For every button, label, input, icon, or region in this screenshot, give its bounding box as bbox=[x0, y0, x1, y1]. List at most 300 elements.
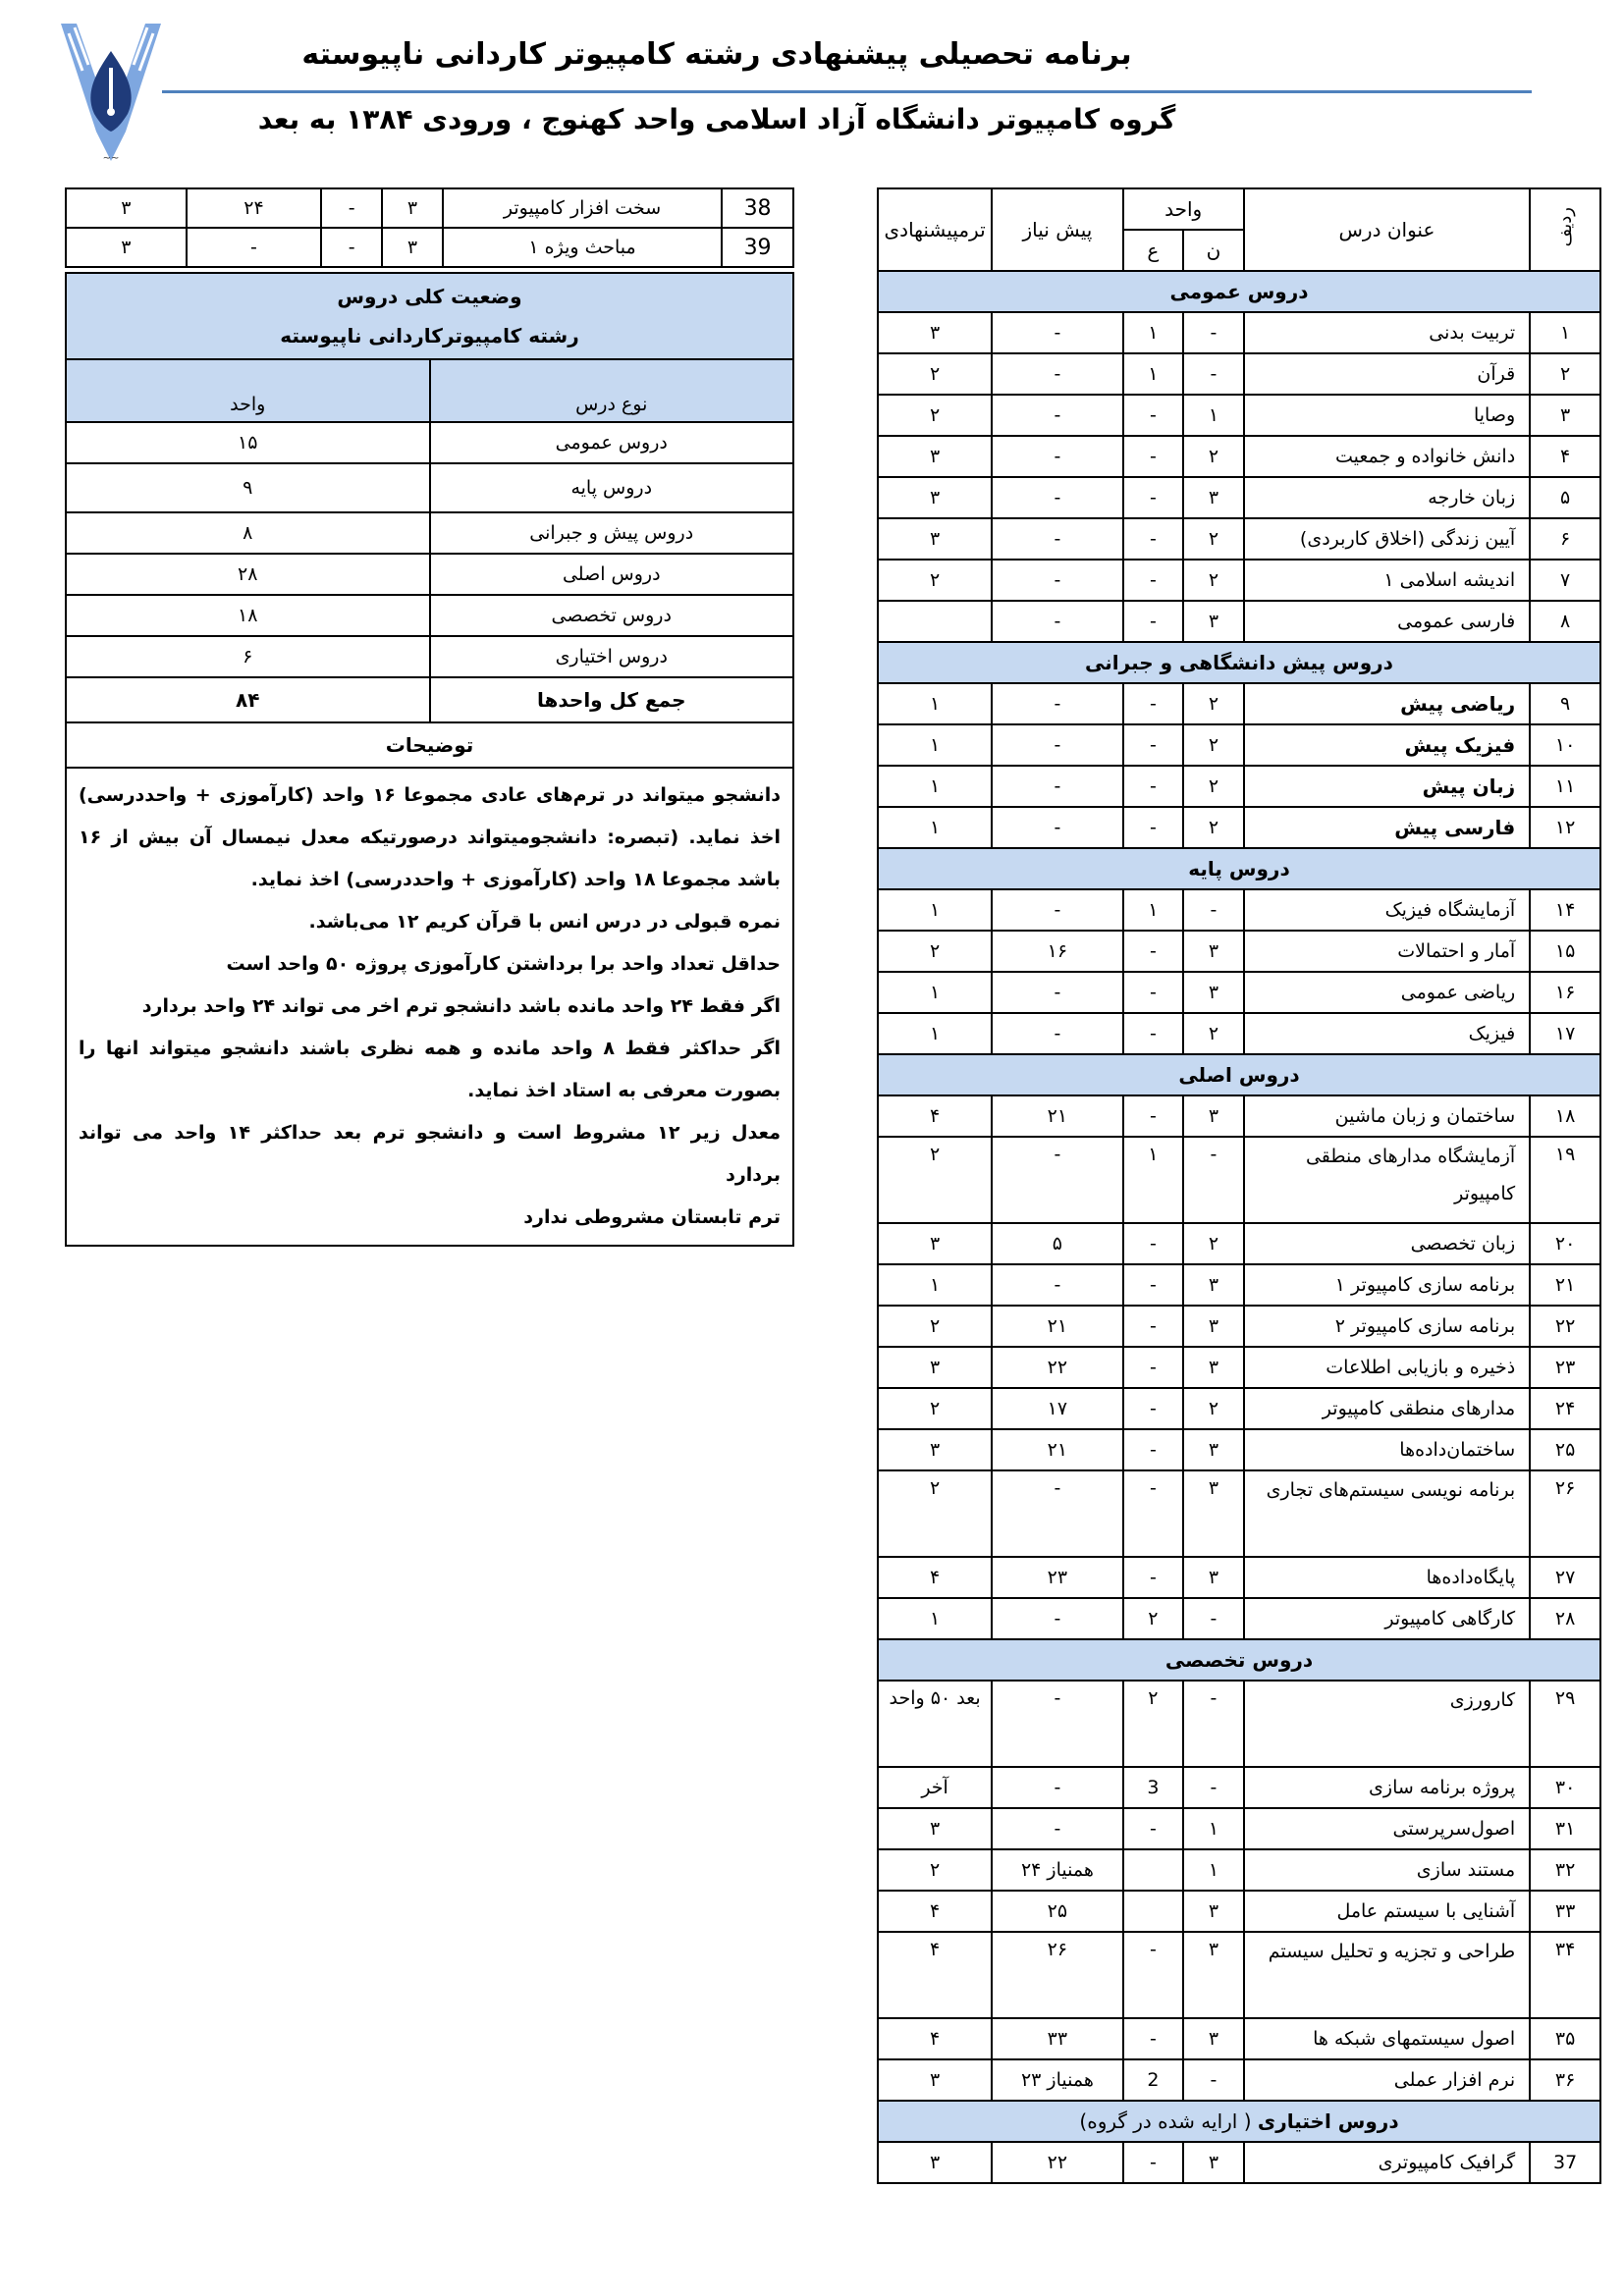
course-number: ۹ bbox=[1530, 683, 1600, 724]
course-row bbox=[878, 1891, 1600, 1932]
course-row bbox=[878, 1137, 1600, 1223]
course-practical-units: - bbox=[1123, 2018, 1184, 2059]
summary-course-type: دروس پایه bbox=[430, 463, 794, 512]
course-prerequisite: ۲۶ bbox=[992, 1932, 1122, 2018]
summary-course-type: دروس عمومی bbox=[430, 422, 794, 463]
course-row bbox=[878, 766, 1600, 807]
course-theory-units: - bbox=[1183, 353, 1244, 395]
course-theory-units: ۳ bbox=[1183, 1470, 1244, 1557]
course-practical-units: - bbox=[1123, 1932, 1184, 2018]
section-title-suffix: ( ارایه شده در گروه) bbox=[1079, 2109, 1258, 2133]
course-practical-units: - bbox=[1123, 1808, 1184, 1849]
course-practical-units: - bbox=[321, 188, 382, 228]
course-row bbox=[878, 436, 1600, 477]
header-divider bbox=[162, 90, 1532, 93]
note-item: اگر حداکثر فقط ۸ واحد مانده و همه نظری باشند دانشجو میتواند انها را بصورت معرفی به استاد اخذ نماید. bbox=[79, 1038, 781, 1101]
course-suggested-term: ۳ bbox=[878, 1429, 992, 1470]
header-suggested-term: ترمپیشنهادی bbox=[878, 188, 992, 271]
course-practical-units: - bbox=[1123, 477, 1184, 518]
course-prerequisite: - bbox=[992, 766, 1122, 807]
course-theory-units: ۲ bbox=[1183, 560, 1244, 601]
note-item: نمره قبولی در درس انس با قرآن کریم ۱۲ می‌باشد. bbox=[308, 911, 781, 933]
course-number: ۳۶ bbox=[1530, 2059, 1600, 2101]
course-practical-units bbox=[1123, 1891, 1184, 1932]
svg-text:~~: ~~ bbox=[102, 153, 120, 164]
course-prerequisite: - bbox=[992, 972, 1122, 1013]
course-theory-units: ۲ bbox=[1183, 518, 1244, 560]
course-suggested-term: ۱ bbox=[878, 683, 992, 724]
course-row bbox=[878, 1306, 1600, 1347]
course-name: زبان پیش bbox=[1244, 766, 1530, 807]
course-theory-units: ۳ bbox=[1183, 2142, 1244, 2183]
course-name: ساختمان و زبان ماشین bbox=[1244, 1095, 1530, 1137]
notes-title: توضیحات bbox=[66, 722, 793, 768]
course-table bbox=[877, 187, 1601, 2184]
course-suggested-term: ۲ bbox=[878, 1137, 992, 1223]
course-practical-units: - bbox=[1123, 1388, 1184, 1429]
course-practical-units: - bbox=[321, 228, 382, 267]
course-name: آشنایی با سیستم عامل bbox=[1244, 1891, 1530, 1932]
course-suggested-term: ۲ bbox=[878, 1388, 992, 1429]
note-item: اگر فقط ۲۴ واحد مانده باشد دانشجو ترم اخر می تواند ۲۴ واحد بردارد bbox=[141, 995, 781, 1017]
course-theory-units: - bbox=[1183, 1137, 1244, 1223]
course-row bbox=[878, 1347, 1600, 1388]
course-suggested-term: ۴ bbox=[878, 1557, 992, 1598]
section-header-row bbox=[878, 2101, 1600, 2142]
course-number: ۳۳ bbox=[1530, 1891, 1600, 1932]
course-row bbox=[878, 1598, 1600, 1639]
course-prerequisite: - bbox=[992, 683, 1122, 724]
course-row bbox=[878, 1932, 1600, 2018]
course-row bbox=[878, 312, 1600, 353]
course-suggested-term: آخر bbox=[878, 1767, 992, 1808]
section-title bbox=[878, 2101, 1600, 2142]
course-name: گرافیک کامپیوتری bbox=[1244, 2142, 1530, 2183]
course-row bbox=[878, 931, 1600, 972]
course-suggested-term: ۳ bbox=[878, 2059, 992, 2101]
course-practical-units: - bbox=[1123, 2142, 1184, 2183]
summary-table bbox=[65, 272, 794, 1247]
course-suggested-term: ۳ bbox=[878, 2142, 992, 2183]
section-title-text: دروس اختیاری bbox=[1257, 2109, 1399, 2133]
course-name: وصایا bbox=[1244, 395, 1530, 436]
course-name: برنامه سازی کامپیوتر ۱ bbox=[1244, 1264, 1530, 1306]
course-theory-units: ۱ bbox=[1183, 1808, 1244, 1849]
summary-course-type: دروس پیش و جبرانی bbox=[430, 512, 794, 554]
course-practical-units: 2 bbox=[1123, 2059, 1184, 2101]
course-row bbox=[878, 972, 1600, 1013]
course-theory-units: ۳ bbox=[1183, 1932, 1244, 2018]
summary-row bbox=[66, 422, 793, 463]
summary-units: ۸ bbox=[66, 512, 430, 554]
course-theory-units: ۲ bbox=[1183, 1013, 1244, 1054]
course-number: 38 bbox=[722, 188, 793, 228]
course-number: ۲۲ bbox=[1530, 1306, 1600, 1347]
course-name: پروژه برنامه سازی bbox=[1244, 1767, 1530, 1808]
header-course-title: عنوان درس bbox=[1244, 188, 1530, 271]
course-practical-units: - bbox=[1123, 436, 1184, 477]
course-row bbox=[878, 724, 1600, 766]
course-name: کارورزی bbox=[1244, 1681, 1530, 1767]
course-practical-units: - bbox=[1123, 724, 1184, 766]
course-row bbox=[878, 518, 1600, 560]
course-theory-units: ۲ bbox=[1183, 724, 1244, 766]
course-name: آمار و احتمالات bbox=[1244, 931, 1530, 972]
course-practical-units: - bbox=[1123, 766, 1184, 807]
note-item: حداقل تعداد واحد برا برداشتن کارآموزی پروژه ۵۰ واحد است bbox=[226, 953, 781, 975]
section-title bbox=[878, 271, 1600, 312]
summary-units: ۹ bbox=[66, 463, 430, 512]
summary-col-units: واحد bbox=[66, 359, 430, 422]
course-name: اصول سیستمهای شبکه ها bbox=[1244, 2018, 1530, 2059]
course-row bbox=[878, 477, 1600, 518]
summary-course-type: دروس اختیاری bbox=[430, 636, 794, 677]
course-suggested-term: ۳ bbox=[878, 1347, 992, 1388]
course-suggested-term: ۱ bbox=[878, 724, 992, 766]
course-practical-units: ۱ bbox=[1123, 353, 1184, 395]
course-suggested-term: ۲ bbox=[878, 931, 992, 972]
course-practical-units: - bbox=[1123, 931, 1184, 972]
section-title-text: دروس پیش دانشگاهی و جبرانی bbox=[1085, 651, 1393, 674]
course-number: ۲۶ bbox=[1530, 1470, 1600, 1557]
course-name: قرآن bbox=[1244, 353, 1530, 395]
course-prerequisite: ۵ bbox=[992, 1223, 1122, 1264]
course-prerequisite: - bbox=[992, 807, 1122, 848]
summary-row bbox=[66, 554, 793, 595]
course-number: ۳۲ bbox=[1530, 1849, 1600, 1891]
summary-title: وضعیت کلی دروس رشته کامپیوترکاردانی ناپیوسته bbox=[66, 273, 793, 359]
course-row bbox=[878, 2018, 1600, 2059]
course-row bbox=[878, 2059, 1600, 2101]
course-name: ساختمان‌داده‌ها bbox=[1244, 1429, 1530, 1470]
course-number: ۳۰ bbox=[1530, 1767, 1600, 1808]
note-item: دانشجو میتواند در ترم‌های عادی مجموعا ۱۶ واحد (کارآموزی + واحددرسی) اخذ نماید. (تبصره: دانشجومیتواند درصورتیکه معدل نیمسال آن بیش از ۱۶ باشد مجموعا ۱۸ واحد (کارآموزی + واحددرسی) اخذ نماید. bbox=[79, 784, 781, 890]
course-practical-units: - bbox=[1123, 1429, 1184, 1470]
course-suggested-term: ۴ bbox=[878, 2018, 992, 2059]
course-name: سخت افزار کامپیوتر bbox=[443, 188, 722, 228]
course-practical-units: - bbox=[1123, 518, 1184, 560]
summary-course-type: دروس اصلی bbox=[430, 554, 794, 595]
course-suggested-term: ۲ bbox=[878, 1306, 992, 1347]
course-suggested-term: ۱ bbox=[878, 766, 992, 807]
course-practical-units: - bbox=[1123, 1223, 1184, 1264]
course-prerequisite: - bbox=[992, 1598, 1122, 1639]
course-prerequisite: ۱۶ bbox=[992, 931, 1122, 972]
course-name: فارسی پیش bbox=[1244, 807, 1530, 848]
course-name: اندیشه اسلامی ۱ bbox=[1244, 560, 1530, 601]
summary-total-label: جمع کل واحدها bbox=[430, 677, 794, 722]
course-suggested-term: ۱ bbox=[878, 807, 992, 848]
course-prerequisite: - bbox=[992, 889, 1122, 931]
course-name: مدارهای منطقی کامپیوتر bbox=[1244, 1388, 1530, 1429]
course-number: ۲۷ bbox=[1530, 1557, 1600, 1598]
course-number: ۱۶ bbox=[1530, 972, 1600, 1013]
course-name: کارگاهی کامپیوتر bbox=[1244, 1598, 1530, 1639]
course-name: اصول‌سرپرستی bbox=[1244, 1808, 1530, 1849]
course-name: برنامه سازی کامپیوتر ۲ bbox=[1244, 1306, 1530, 1347]
course-theory-units: ۲ bbox=[1183, 1223, 1244, 1264]
course-prerequisite: ۲۱ bbox=[992, 1306, 1122, 1347]
course-number: ۴ bbox=[1530, 436, 1600, 477]
course-row bbox=[66, 228, 793, 267]
course-number: ۸ bbox=[1530, 601, 1600, 642]
course-prerequisite: - bbox=[992, 560, 1122, 601]
course-suggested-term: ۳ bbox=[878, 436, 992, 477]
course-theory-units: ۳ bbox=[1183, 1347, 1244, 1388]
course-practical-units: - bbox=[1123, 683, 1184, 724]
course-name: آزمایشگاه مدارهای منطقی کامپیوتر bbox=[1244, 1137, 1530, 1223]
section-title bbox=[878, 1054, 1600, 1095]
course-prerequisite: ۲۵ bbox=[992, 1891, 1122, 1932]
course-name: مستند سازی bbox=[1244, 1849, 1530, 1891]
course-row bbox=[878, 1557, 1600, 1598]
course-suggested-term bbox=[878, 601, 992, 642]
course-number: 39 bbox=[722, 228, 793, 267]
course-number: ۱۱ bbox=[1530, 766, 1600, 807]
course-row bbox=[878, 683, 1600, 724]
course-number: ۲ bbox=[1530, 353, 1600, 395]
course-theory-units: ۳ bbox=[1183, 931, 1244, 972]
course-theory-units: ۳ bbox=[1183, 2018, 1244, 2059]
course-number: ۱ bbox=[1530, 312, 1600, 353]
course-row bbox=[878, 1095, 1600, 1137]
continued-table bbox=[65, 187, 794, 268]
course-practical-units: ۱ bbox=[1123, 1137, 1184, 1223]
course-theory-units: ۱ bbox=[1183, 1849, 1244, 1891]
header-practical: ع bbox=[1123, 230, 1184, 271]
course-name: فیزیک پیش bbox=[1244, 724, 1530, 766]
course-row bbox=[878, 1767, 1600, 1808]
course-name: فیزیک bbox=[1244, 1013, 1530, 1054]
summary-row bbox=[66, 636, 793, 677]
summary-units: ۱۸ bbox=[66, 595, 430, 636]
course-suggested-term: ۱ bbox=[878, 1264, 992, 1306]
course-prerequisite: - bbox=[992, 1470, 1122, 1557]
course-row bbox=[878, 1849, 1600, 1891]
course-theory-units: ۳ bbox=[1183, 1306, 1244, 1347]
course-row bbox=[878, 1388, 1600, 1429]
university-logo-icon bbox=[57, 14, 165, 171]
course-number: ۱۵ bbox=[1530, 931, 1600, 972]
course-theory-units: ۳ bbox=[1183, 1557, 1244, 1598]
course-theory-units: ۲ bbox=[1183, 766, 1244, 807]
summary-units: ۲۸ bbox=[66, 554, 430, 595]
course-prerequisite: - bbox=[992, 395, 1122, 436]
course-prerequisite: - bbox=[992, 1264, 1122, 1306]
course-suggested-term: ۱ bbox=[878, 972, 992, 1013]
course-row bbox=[878, 1013, 1600, 1054]
course-number: ۳۴ bbox=[1530, 1932, 1600, 2018]
course-theory-units: ۲ bbox=[1183, 683, 1244, 724]
course-theory-units: ۳ bbox=[1183, 601, 1244, 642]
course-practical-units: - bbox=[1123, 1095, 1184, 1137]
summary-course-type: دروس تخصصی bbox=[430, 595, 794, 636]
course-prerequisite: ۲۲ bbox=[992, 2142, 1122, 2183]
course-name: ریاضی پیش bbox=[1244, 683, 1530, 724]
course-prerequisite: - bbox=[187, 228, 322, 267]
course-number: ۱۷ bbox=[1530, 1013, 1600, 1054]
course-suggested-term: ۲ bbox=[878, 1470, 992, 1557]
course-name: برنامه نویسی سیستم‌های تجاری bbox=[1244, 1470, 1530, 1557]
course-suggested-term: ۱ bbox=[878, 1598, 992, 1639]
course-number: ۲۵ bbox=[1530, 1429, 1600, 1470]
course-name: زبان خارجه bbox=[1244, 477, 1530, 518]
course-number: ۳۵ bbox=[1530, 2018, 1600, 2059]
course-name: ذخیره و بازیابی اطلاعات bbox=[1244, 1347, 1530, 1388]
course-row bbox=[878, 2142, 1600, 2183]
course-suggested-term: ۳ bbox=[878, 477, 992, 518]
course-suggested-term: ۴ bbox=[878, 1932, 992, 2018]
course-theory-units: ۳ bbox=[1183, 1264, 1244, 1306]
course-number: ۶ bbox=[1530, 518, 1600, 560]
header-units: واحد bbox=[1123, 188, 1244, 230]
course-practical-units: - bbox=[1123, 395, 1184, 436]
course-theory-units: - bbox=[1183, 889, 1244, 931]
course-name: طراحی و تجزیه و تحلیل سیستم bbox=[1244, 1932, 1530, 2018]
course-practical-units: - bbox=[1123, 601, 1184, 642]
course-row bbox=[878, 1681, 1600, 1767]
summary-total-units: ۸۴ bbox=[66, 677, 430, 722]
course-prerequisite: ۱۷ bbox=[992, 1388, 1122, 1429]
page-title: برنامه تحصیلی پیشنهادی رشته کامپیوتر کاردانی ناپیوسته bbox=[301, 37, 1132, 72]
course-suggested-term: ۱ bbox=[878, 889, 992, 931]
summary-row bbox=[66, 595, 793, 636]
course-theory-units: ۳ bbox=[1183, 1891, 1244, 1932]
section-title bbox=[878, 1639, 1600, 1681]
section-title-text: دروس پایه bbox=[1188, 857, 1290, 881]
course-theory-units: ۳ bbox=[382, 228, 443, 267]
course-suggested-term: ۳ bbox=[878, 518, 992, 560]
section-title-text: دروس تخصصی bbox=[1164, 1648, 1314, 1672]
course-practical-units: - bbox=[1123, 1557, 1184, 1598]
course-suggested-term: ۳ bbox=[878, 1223, 992, 1264]
course-prerequisite: ۲۱ bbox=[992, 1095, 1122, 1137]
course-theory-units: - bbox=[1183, 312, 1244, 353]
course-row bbox=[878, 1429, 1600, 1470]
course-name: تربیت بدنی bbox=[1244, 312, 1530, 353]
course-suggested-term: ۲ bbox=[878, 395, 992, 436]
summary-row bbox=[66, 463, 793, 512]
course-practical-units: - bbox=[1123, 1264, 1184, 1306]
course-practical-units: ۱ bbox=[1123, 889, 1184, 931]
course-suggested-term: ۴ bbox=[878, 1891, 992, 1932]
course-prerequisite: همنیاز ۲۴ bbox=[992, 1849, 1122, 1891]
course-prerequisite: - bbox=[992, 601, 1122, 642]
course-suggested-term: ۴ bbox=[878, 1095, 992, 1137]
course-practical-units: - bbox=[1123, 1306, 1184, 1347]
course-prerequisite: - bbox=[992, 1808, 1122, 1849]
course-suggested-term: ۲ bbox=[878, 353, 992, 395]
section-title bbox=[878, 848, 1600, 889]
course-name: فارسی عمومی bbox=[1244, 601, 1530, 642]
course-name: مباحث ویژه ۱ bbox=[443, 228, 722, 267]
course-number: ۲۱ bbox=[1530, 1264, 1600, 1306]
course-suggested-term: ۳ bbox=[878, 1808, 992, 1849]
course-prerequisite: ۳۳ bbox=[992, 2018, 1122, 2059]
course-number: ۲۳ bbox=[1530, 1347, 1600, 1388]
course-row bbox=[878, 560, 1600, 601]
course-theory-units: ۲ bbox=[1183, 807, 1244, 848]
course-theory-units: ۳ bbox=[1183, 972, 1244, 1013]
header-prerequisite: پیش نیاز bbox=[992, 188, 1122, 271]
notes-body bbox=[66, 768, 793, 1246]
course-suggested-term: ۳ bbox=[878, 312, 992, 353]
section-header-row bbox=[878, 1054, 1600, 1095]
course-theory-units: ۳ bbox=[1183, 1095, 1244, 1137]
note-item: معدل زیر ۱۲ مشروط است و دانشجو ترم بعد حداکثر ۱۴ واحد می تواند بردارد bbox=[79, 1122, 781, 1186]
course-prerequisite: - bbox=[992, 724, 1122, 766]
course-suggested-term: بعد ۵۰ واحد bbox=[878, 1681, 992, 1767]
course-name: آیین زندگی (اخلاق کاربردی) bbox=[1244, 518, 1530, 560]
section-header-row bbox=[878, 642, 1600, 683]
course-prerequisite: ۲۴ bbox=[187, 188, 322, 228]
course-practical-units: ۲ bbox=[1123, 1681, 1184, 1767]
course-name: آزمایشگاه فیزیک bbox=[1244, 889, 1530, 931]
course-theory-units: ۳ bbox=[1183, 477, 1244, 518]
course-number: 37 bbox=[1530, 2142, 1600, 2183]
course-name: نرم افزار عملی bbox=[1244, 2059, 1530, 2101]
course-number: ۳ bbox=[1530, 395, 1600, 436]
course-row bbox=[878, 601, 1600, 642]
course-name: زبان تخصصی bbox=[1244, 1223, 1530, 1264]
course-row bbox=[878, 395, 1600, 436]
course-practical-units: 3 bbox=[1123, 1767, 1184, 1808]
course-prerequisite: - bbox=[992, 1681, 1122, 1767]
course-suggested-term: ۲ bbox=[878, 560, 992, 601]
course-row bbox=[878, 1808, 1600, 1849]
course-theory-units: ۱ bbox=[1183, 395, 1244, 436]
course-prerequisite: - bbox=[992, 353, 1122, 395]
course-practical-units: ۲ bbox=[1123, 1598, 1184, 1639]
course-prerequisite: - bbox=[992, 436, 1122, 477]
course-theory-units: - bbox=[1183, 2059, 1244, 2101]
course-name: ریاضی عمومی bbox=[1244, 972, 1530, 1013]
header-theory: ن bbox=[1183, 230, 1244, 271]
summary-row bbox=[66, 512, 793, 554]
course-prerequisite: ۲۲ bbox=[992, 1347, 1122, 1388]
header-row-no: ردیف bbox=[1530, 188, 1600, 271]
course-prerequisite: - bbox=[992, 518, 1122, 560]
course-number: ۵ bbox=[1530, 477, 1600, 518]
summary-units: ۶ bbox=[66, 636, 430, 677]
course-number: ۳۱ bbox=[1530, 1808, 1600, 1849]
course-prerequisite: - bbox=[992, 1767, 1122, 1808]
section-title-text: دروس عمومی bbox=[1169, 280, 1309, 303]
summary-col-type: نوع درس bbox=[430, 359, 794, 422]
course-row bbox=[878, 807, 1600, 848]
course-practical-units: - bbox=[1123, 1347, 1184, 1388]
course-prerequisite: ۲۱ bbox=[992, 1429, 1122, 1470]
course-suggested-term: ۲ bbox=[878, 1849, 992, 1891]
course-practical-units: - bbox=[1123, 1470, 1184, 1557]
course-row bbox=[878, 1223, 1600, 1264]
course-row bbox=[878, 889, 1600, 931]
course-suggested-term: ۳ bbox=[66, 228, 187, 267]
course-theory-units: ۳ bbox=[382, 188, 443, 228]
course-theory-units: - bbox=[1183, 1681, 1244, 1767]
course-prerequisite: همنیاز ۲۳ bbox=[992, 2059, 1122, 2101]
course-number: ۲۰ bbox=[1530, 1223, 1600, 1264]
course-name: پایگاه‌داده‌ها bbox=[1244, 1557, 1530, 1598]
section-header-row bbox=[878, 271, 1600, 312]
course-number: ۲۸ bbox=[1530, 1598, 1600, 1639]
course-number: ۲۴ bbox=[1530, 1388, 1600, 1429]
section-header-row bbox=[878, 1639, 1600, 1681]
course-row bbox=[878, 353, 1600, 395]
course-theory-units: ۳ bbox=[1183, 1429, 1244, 1470]
course-number: ۱۹ bbox=[1530, 1137, 1600, 1223]
course-number: ۱۰ bbox=[1530, 724, 1600, 766]
